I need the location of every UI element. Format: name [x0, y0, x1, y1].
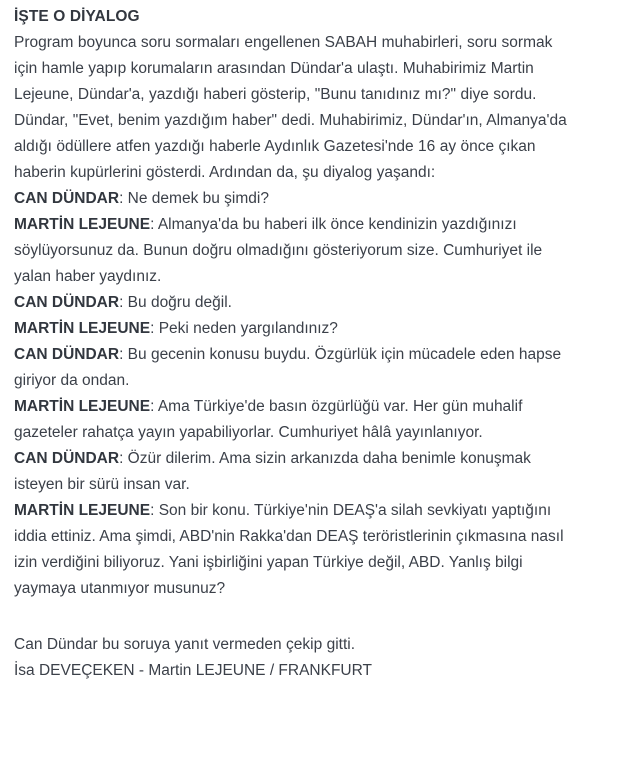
dialogue-speaker: CAN DÜNDAR	[14, 190, 120, 207]
article-byline: İsa DEVEÇEKEN - Martin LEJEUNE / FRANKFURT	[14, 662, 373, 679]
dialogue-speaker: MARTİN LEJEUNE	[14, 398, 151, 415]
dialogue-line	[14, 394, 573, 446]
dialogue-separator: :	[119, 294, 124, 311]
dialogue-line	[14, 186, 573, 212]
dialogue-line	[14, 342, 573, 394]
dialogue-line	[14, 316, 573, 342]
dialogue-speech: Bu gecenin konusu buydu. Özgürlük için mücadele eden hapse giriyor da ondan.	[14, 346, 562, 389]
dialogue-speaker: MARTİN LEJEUNE	[14, 216, 151, 233]
dialogue-speech: Bu doğru değil.	[123, 294, 232, 311]
dialogue-speech: Almanya'da bu haberi ilk önce kendinizin yazdığınızı söylüyorsunuz da. Bunun doğru olmadığını gösteriyorum size. Cumhuriyet ile yalan haber yaydınız.	[14, 216, 543, 285]
dialogue-separator: :	[119, 190, 124, 207]
dialogue-separator: :	[150, 320, 155, 337]
intro-paragraph: Program boyunca soru sormaları engellenen SABAH muhabirleri, soru sormak için hamle yapıp korumaların arasından Dündar'a ulaştı. Muhabirimiz Martin Lejeune, Dündar'a, yazdığı haberi gösterip, "Bunu tanıdınız mı?" diye sordu. Dündar, "Evet, benim yazdığım haber" dedi. Muhabirimiz, Dündar'ın, Almanya'da aldığı ödüllere atfen yazdığı haberle Aydınlık Gazetesi'nde 16 ay önce çıkan haberin kupürlerini gösterdi. Ardından da, şu diyalog yaşandı:	[14, 34, 567, 181]
closing-paragraph: Can Dündar bu soruya yanıt vermeden çekip gitti.	[14, 636, 356, 653]
dialogue-separator: :	[119, 450, 124, 467]
dialogue-speaker: CAN DÜNDAR	[14, 450, 120, 467]
dialogue-transcript	[14, 186, 573, 602]
dialogue-speaker: MARTİN LEJEUNE	[14, 320, 151, 337]
dialogue-speaker: CAN DÜNDAR	[14, 294, 120, 311]
dialogue-line	[14, 212, 573, 290]
dialogue-speech: Ama Türkiye'de basın özgürlüğü var. Her gün muhalif gazeteler rahatça yayın yapabiliyorlar. Cumhuriyet hâlâ yayınlanıyor.	[14, 398, 523, 441]
dialogue-line	[14, 446, 573, 498]
dialogue-speaker: MARTİN LEJEUNE	[14, 502, 151, 519]
dialogue-speech: Son bir konu. Türkiye'nin DEAŞ'a silah sevkiyatı yaptığını iddia ettiniz. Ama şimdi, ABD'nin Rakka'dan DEAŞ teröristlerinin çıkmasına nasıl izin verdiğini biliyoruz. Yani işbirliğini yapan Türkiye değil, ABD. Yanlış bilgi yaymaya utanmıyor musunuz?	[14, 502, 564, 597]
dialogue-speech: Ne demek bu şimdi?	[123, 190, 269, 207]
article-headline: İŞTE O DİYALOG	[14, 8, 140, 25]
dialogue-speech: Özür dilerim. Ama sizin arkanızda daha benimle konuşmak isteyen bir sürü insan var.	[14, 450, 531, 493]
dialogue-speaker: CAN DÜNDAR	[14, 346, 120, 363]
dialogue-separator: :	[150, 502, 155, 519]
dialogue-separator: :	[150, 398, 155, 415]
dialogue-speech: Peki neden yargılandınız?	[154, 320, 338, 337]
dialogue-line	[14, 290, 573, 316]
dialogue-separator: :	[150, 216, 155, 233]
dialogue-line	[14, 498, 573, 602]
dialogue-separator: :	[119, 346, 124, 363]
